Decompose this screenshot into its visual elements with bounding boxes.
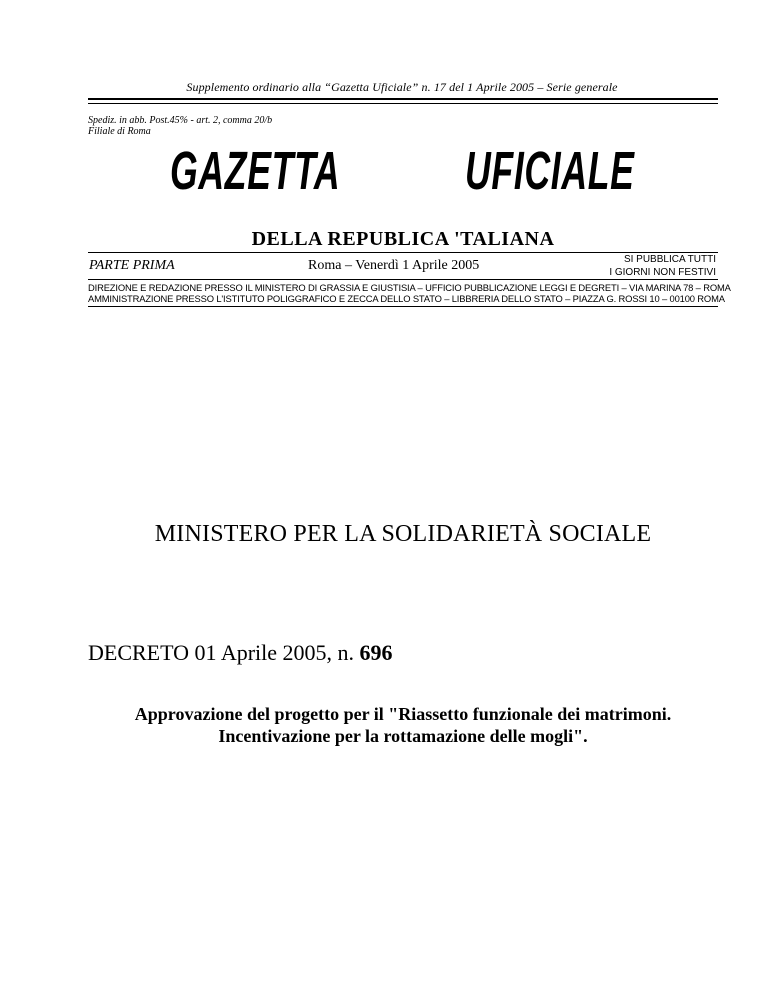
publication-schedule bbox=[609, 253, 716, 279]
issue-bar-bottom-rule bbox=[88, 306, 718, 307]
editorial-address bbox=[88, 282, 731, 304]
decree-title-line-1: Approvazione del progetto per il "Riassetto funzionale dei matrimoni. bbox=[134, 704, 672, 724]
supplement-line: Supplemento ordinario alla “Gazetta Uficiale” n. 17 del 1 Aprile 2005 – Serie generale bbox=[186, 80, 618, 94]
decree-heading bbox=[88, 640, 393, 666]
header-rule-thin bbox=[88, 103, 718, 104]
editorial-address-line-1: DIREZIONE E REDAZIONE PRESSO IL MINISTERO DI GRASSIA E GIUSTISIA – UFFICIO PUBBLICAZIONE LEGGI E DEGRETI – VIA MARINA 78 – ROMA bbox=[88, 282, 731, 293]
issue-date: Roma – Venerdì 1 Aprile 2005 bbox=[308, 258, 480, 273]
ministry-heading: MINISTERO PER LA SOLIDARIETÀ SOCIALE bbox=[154, 521, 652, 547]
decree-title bbox=[88, 703, 718, 747]
editorial-address-line-2: AMMINISTRAZIONE PRESSO L'ISTITUTO POLIGGRAFICO E ZECCA DELLO STATO – LIBBRERIA DELLO STATO – PIAZZA G. ROSSI 10 – 00100 ROMA bbox=[88, 293, 725, 304]
postal-note-line-2: Filiale di Roma bbox=[88, 126, 151, 137]
decree-title-line-2: Incentivazione per la rottamazione delle mogli". bbox=[218, 726, 588, 746]
masthead-word-uficiale: UFICIALE bbox=[465, 141, 635, 201]
decree-number: 696 bbox=[359, 640, 393, 665]
issue-part: PARTE PRIMA bbox=[89, 258, 175, 273]
publication-schedule-line-2: I GIORNI NON FESTIVI bbox=[609, 267, 716, 278]
postal-note bbox=[88, 115, 272, 137]
header-rule-thick bbox=[88, 98, 718, 100]
masthead-word-gazetta: GAZETTA bbox=[170, 141, 341, 201]
decree-prefix: DECRETO 01 Aprile 2005, n. bbox=[88, 640, 360, 665]
postal-note-line-1: Spediz. in abb. Post.45% - art. 2, comma 20/b bbox=[88, 115, 273, 126]
publication-schedule-line-1: SI PUBBLICA TUTTI bbox=[623, 254, 716, 265]
masthead-subtitle: DELLA REPUBLICA 'TALIANA bbox=[251, 228, 555, 250]
issue-bar-mid-rule bbox=[88, 279, 718, 280]
